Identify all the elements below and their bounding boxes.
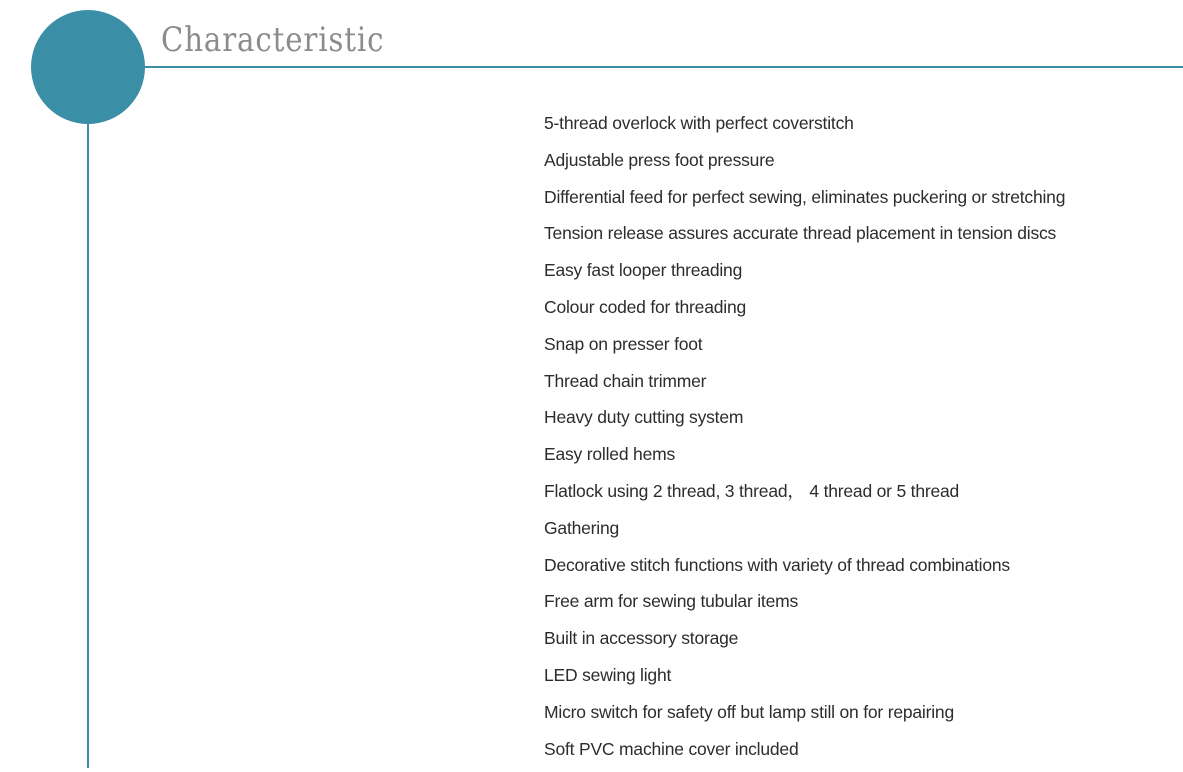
feature-item: Free arm for sewing tubular items [544,591,799,612]
feature-item: Micro switch for safety off but lamp still on for repairing [544,701,954,722]
feature-item: Soft PVC machine cover included [544,738,799,759]
feature-item: Thread chain trimmer [544,370,707,391]
accent-circle [31,10,145,124]
feature-item: Decorative stitch functions with variety of thread combinations [544,554,1010,575]
feature-item: Flatlock using 2 thread, 3 thread， 4 thread or 5 thread [544,480,960,501]
feature-item: 5-thread overlock with perfect coverstitch [544,113,854,133]
section-title: Characteristic [161,20,385,60]
feature-item: Colour coded for threading [544,296,747,317]
header-rule [88,66,1183,68]
vertical-rule [87,66,89,768]
feature-item: Differential feed for perfect sewing, eliminates puckering or stretching [544,186,1066,207]
feature-item: LED sewing light [544,664,672,685]
feature-item: Easy fast looper threading [544,260,743,281]
feature-list [544,110,1065,772]
feature-item: Built in accessory storage [544,628,739,649]
feature-item: Heavy duty cutting system [544,407,744,428]
feature-item: Adjustable press foot pressure [544,149,775,170]
feature-item: Gathering [544,517,620,538]
feature-item: Snap on presser foot [544,333,703,354]
feature-item: Tension release assures accurate thread placement in tension discs [544,223,1057,244]
feature-item: Easy rolled hems [544,444,676,465]
